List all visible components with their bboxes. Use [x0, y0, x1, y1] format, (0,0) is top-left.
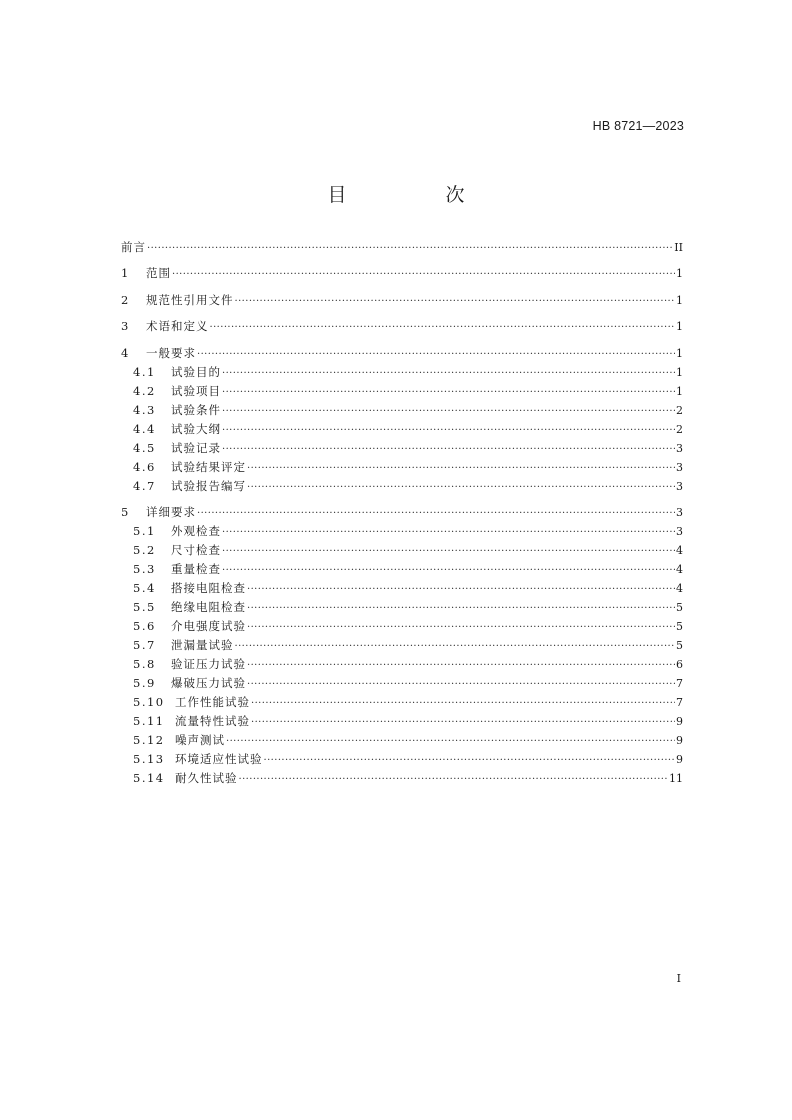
toc-entry-number: 4.6 [133, 459, 156, 474]
toc-entry[interactable] [121, 458, 683, 477]
toc-entry-number: 4.4 [133, 421, 156, 436]
dot-leader [222, 522, 675, 542]
toc-entry-label: 重量检查 [171, 561, 221, 576]
toc-entry[interactable] [121, 655, 683, 674]
dot-leader [222, 382, 675, 402]
toc-entry-number: 4 [121, 345, 130, 360]
toc-entry[interactable] [121, 503, 683, 522]
dot-leader [264, 750, 676, 770]
toc-entry[interactable] [121, 712, 683, 731]
toc-entry[interactable] [121, 560, 683, 579]
toc-entry-number: 4.7 [133, 478, 156, 493]
toc-entry[interactable] [121, 750, 683, 769]
toc-entry-page: 9 [676, 733, 683, 747]
toc-entry-page: 4 [676, 581, 683, 595]
dot-leader [239, 769, 669, 789]
toc-entry-page: 3 [676, 505, 683, 519]
toc-entry-number: 5 [121, 504, 130, 519]
toc-entry-number: 5.9 [133, 675, 156, 690]
toc-entry-label: 噪声测试 [175, 732, 225, 747]
toc-entry-number: 5.6 [133, 618, 156, 633]
dot-leader [172, 264, 675, 284]
toc-entry-page: 2 [676, 403, 683, 417]
toc-entry-number: 4.5 [133, 440, 156, 455]
toc-entry-label: 范围 [146, 266, 171, 281]
toc-entry-page: II [674, 241, 683, 254]
toc-entry-page: 1 [676, 267, 683, 281]
toc-entry[interactable] [121, 731, 683, 750]
dot-leader [147, 238, 673, 258]
toc-entry-number: 5.12 [133, 732, 165, 747]
toc-entry-page: 6 [676, 657, 683, 671]
toc-entry-number: 5.4 [133, 580, 156, 595]
toc-entry[interactable] [121, 769, 683, 788]
toc-entry-label: 流量特性试验 [175, 713, 250, 728]
toc-entry-number: 5.1 [133, 523, 156, 538]
toc-entry-number: 5.7 [133, 637, 156, 652]
toc-entry-number: 3 [121, 319, 130, 334]
toc-entry-page: 1 [676, 384, 683, 398]
toc-entry-label: 试验结果评定 [171, 459, 246, 474]
toc-entry-number: 5.2 [133, 542, 156, 557]
toc-entry-label: 耐久性试验 [175, 770, 238, 785]
toc-entry-label: 试验项目 [171, 383, 221, 398]
toc-entry-page: 1 [676, 365, 683, 379]
toc-entry-label: 试验报告编写 [171, 478, 246, 493]
toc-entry-page: 5 [676, 600, 683, 614]
dot-leader [251, 712, 675, 732]
toc-entry-page: 3 [676, 441, 683, 455]
toc-entry[interactable] [121, 238, 683, 257]
toc-entry-page: 5 [676, 638, 683, 652]
toc-entry[interactable] [121, 541, 683, 560]
toc-entry-number: 4.2 [133, 383, 156, 398]
toc-entry-label: 一般要求 [146, 345, 196, 360]
toc-entry-number: 5.3 [133, 561, 156, 576]
toc-entry-number: 5.10 [133, 694, 165, 709]
toc-entry-page: 9 [676, 714, 683, 728]
toc-entry[interactable] [121, 439, 683, 458]
dot-leader [247, 458, 675, 478]
toc-entry-number: 4.1 [133, 364, 156, 379]
toc-entry-label: 术语和定义 [146, 319, 209, 334]
toc-entry-label: 泄漏量试验 [171, 637, 234, 652]
toc-entry-page: 7 [676, 676, 683, 690]
dot-leader [222, 541, 675, 561]
toc-entry-page: 3 [676, 479, 683, 493]
toc-entry-number: 5.5 [133, 599, 156, 614]
dot-leader [226, 731, 675, 751]
toc-title: 目 次 [327, 184, 505, 206]
toc-entry-label: 试验条件 [171, 402, 221, 417]
toc-entry-label: 试验大纲 [171, 421, 221, 436]
toc-entry[interactable] [121, 598, 683, 617]
toc-entry-number: 5.11 [133, 713, 165, 728]
toc-entry-page: 3 [676, 524, 683, 538]
toc-entry[interactable] [121, 317, 683, 336]
toc-entry-page: 5 [676, 619, 683, 633]
toc-entry-page: 4 [676, 562, 683, 576]
dot-leader [222, 560, 675, 580]
toc-entry-label: 爆破压力试验 [171, 675, 246, 690]
dot-leader [247, 617, 675, 637]
toc-entry[interactable] [121, 522, 683, 541]
dot-leader [247, 598, 675, 618]
toc-entry-label: 尺寸检查 [171, 542, 221, 557]
toc-entry[interactable] [121, 291, 683, 310]
toc-entry-label: 外观检查 [171, 523, 221, 538]
dot-leader [247, 655, 675, 675]
toc-entry-page: 1 [676, 346, 683, 360]
dot-leader [197, 503, 675, 523]
dot-leader [210, 317, 676, 337]
toc-entry[interactable] [121, 674, 683, 693]
toc-entry-page: 3 [676, 460, 683, 474]
toc-entry[interactable] [121, 693, 683, 712]
toc-entry-label: 搭接电阻检查 [171, 580, 246, 595]
table-of-contents [121, 238, 683, 788]
toc-entry-label: 验证压力试验 [171, 656, 246, 671]
dot-leader [235, 291, 676, 311]
dot-leader [247, 579, 675, 599]
toc-entry-number: 5.13 [133, 751, 165, 766]
toc-entry-page: 2 [676, 422, 683, 436]
toc-entry-page: 1 [676, 293, 683, 307]
toc-entry[interactable] [121, 382, 683, 401]
page-number: I [676, 972, 681, 985]
toc-entry-number: 4.3 [133, 402, 156, 417]
toc-entry-page: 7 [676, 695, 683, 709]
toc-entry[interactable] [121, 636, 683, 655]
toc-entry-number: 2 [121, 292, 130, 307]
toc-entry[interactable] [121, 477, 683, 496]
toc-entry-page: 9 [676, 752, 683, 766]
toc-entry[interactable] [121, 344, 683, 363]
toc-entry-label: 工作性能试验 [175, 694, 250, 709]
toc-entry-label: 绝缘电阻检查 [171, 599, 246, 614]
standard-code: HB 8721—2023 [592, 119, 684, 133]
toc-entry-page: 1 [676, 320, 683, 334]
dot-leader [251, 693, 675, 713]
dot-leader [235, 636, 676, 656]
toc-entry[interactable] [121, 579, 683, 598]
toc-entry-label: 规范性引用文件 [146, 292, 234, 307]
toc-entry-label: 试验目的 [171, 364, 221, 379]
toc-entry-number: 1 [121, 266, 130, 281]
dot-leader [222, 439, 675, 459]
toc-entry-page: 4 [676, 543, 683, 557]
dot-leader [222, 401, 675, 421]
toc-entry-label: 详细要求 [146, 504, 196, 519]
toc-entry-label: 前言 [121, 240, 146, 254]
toc-entry-page: 11 [669, 771, 683, 785]
toc-entry-label: 介电强度试验 [171, 618, 246, 633]
toc-entry[interactable] [121, 617, 683, 636]
dot-leader [247, 477, 675, 497]
toc-entry[interactable] [121, 401, 683, 420]
toc-entry-number: 5.8 [133, 656, 156, 671]
dot-leader [222, 363, 675, 383]
dot-leader [247, 674, 675, 694]
toc-entry-label: 环境适应性试验 [175, 751, 263, 766]
toc-entry-label: 试验记录 [171, 440, 221, 455]
toc-entry[interactable] [121, 264, 683, 283]
dot-leader [197, 344, 675, 364]
toc-entry-number: 5.14 [133, 770, 165, 785]
toc-entry[interactable] [121, 363, 683, 382]
dot-leader [222, 420, 675, 440]
toc-entry[interactable] [121, 420, 683, 439]
